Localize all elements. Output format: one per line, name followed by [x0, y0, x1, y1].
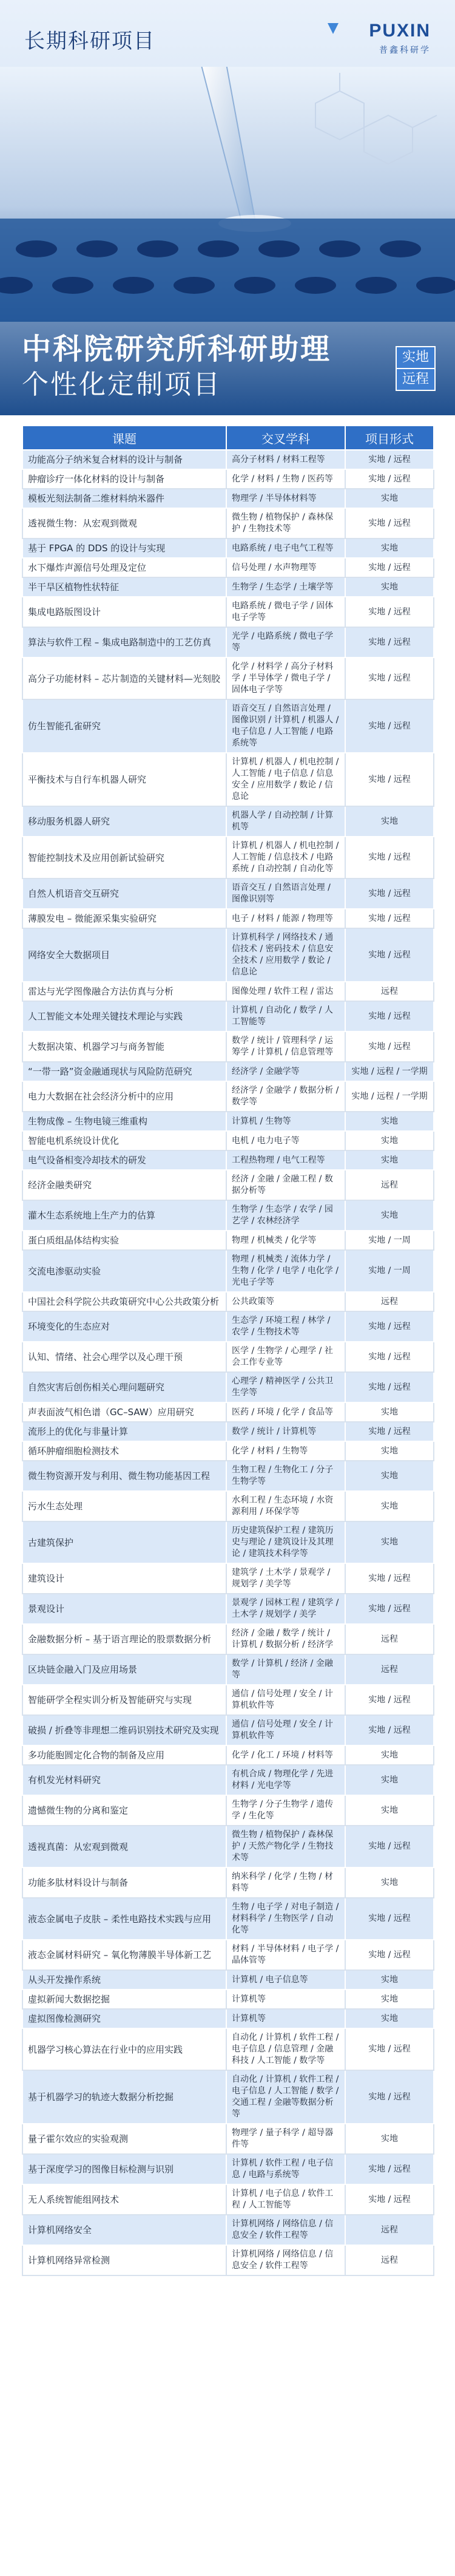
table-row — [22, 1150, 434, 1170]
header-format: 项目形式 — [345, 426, 434, 450]
row-topic: 虚拟图像检测研究 — [22, 2009, 226, 2028]
header-topic: 课题 — [22, 426, 226, 450]
row-discipline: 电路系统 / 电子电气工程等 — [226, 539, 345, 558]
table-row — [22, 806, 434, 837]
row-format: 实地 — [345, 1402, 434, 1422]
table-row — [22, 1372, 434, 1402]
table-row — [22, 1491, 434, 1521]
header-discipline: 交叉学科 — [226, 426, 345, 450]
table-row — [22, 1461, 434, 1491]
row-topic: 计算机网络异常检测 — [22, 2245, 226, 2275]
row-format: 实地 / 远程 — [345, 469, 434, 489]
row-format: 实地 — [345, 577, 434, 597]
row-discipline: 纳米科学 / 化学 / 生物 / 材料等 — [226, 1867, 345, 1898]
row-discipline: 计算机 / 生物等 — [226, 1112, 345, 1131]
row-format: 实地 / 远程 — [345, 909, 434, 928]
row-topic: 网络安全大数据项目 — [22, 928, 226, 982]
row-format: 实地 — [345, 1461, 434, 1491]
table-row — [22, 2028, 434, 2070]
table-row — [22, 1112, 434, 1131]
row-topic: 半干旱区植物性状特征 — [22, 577, 226, 597]
row-discipline: 语音交互 / 自然语言处理 / 图像识别等 — [226, 878, 345, 909]
row-format: 实地 / 远程 — [345, 1826, 434, 1867]
row-discipline: 水利工程 / 生态环境 / 水资源利用 / 环保学等 — [226, 1491, 345, 1521]
table-row — [22, 1765, 434, 1795]
row-discipline: 心理学 / 精神医学 / 公共卫生学等 — [226, 1372, 345, 1402]
row-topic: 有机发光材料研究 — [22, 1765, 226, 1795]
row-format: 实地 / 远程 — [345, 627, 434, 658]
row-discipline: 生态学 / 环境工程 / 林学 / 农学 / 生物技术等 — [226, 1311, 345, 1342]
row-topic: 功能多肽材料设计与制备 — [22, 1867, 226, 1898]
row-discipline: 数学 / 统计 / 管理科学 / 运筹学 / 计算机 / 信息管理等 — [226, 1031, 345, 1062]
row-topic: 电力大数据在社会经济分析中的应用 — [22, 1081, 226, 1112]
row-format: 实地 — [345, 2009, 434, 2028]
table-row — [22, 1940, 434, 1970]
table-row — [22, 1441, 434, 1461]
row-discipline: 计算机网络 / 网络信息 / 信息安全 / 软件工程等 — [226, 2245, 345, 2275]
row-discipline: 计算机等 — [226, 1990, 345, 2009]
row-format: 远程 — [345, 982, 434, 1001]
table-row — [22, 1081, 434, 1112]
row-discipline: 计算机 / 软件工程 / 电子信息 / 电路与系统等 — [226, 2154, 345, 2184]
row-topic: 机器学习核心算法在行业中的应用实践 — [22, 2028, 226, 2070]
table-row — [22, 1001, 434, 1031]
row-topic: 薄膜发电 – 微能源采集实验研究 — [22, 909, 226, 928]
row-topic: 生物成像 – 生物电镜三维重构 — [22, 1112, 226, 1131]
row-topic: 遗憾微生物的分离和鉴定 — [22, 1795, 226, 1826]
row-topic: 计算机网络安全 — [22, 2215, 226, 2245]
row-format: 实地 / 远程 — [345, 597, 434, 627]
row-topic: 景观设计 — [22, 1594, 226, 1624]
row-format: 实地 / 远程 — [345, 837, 434, 878]
badge-remote: 远程 — [397, 368, 434, 390]
row-format: 实地 / 远程 — [345, 2028, 434, 2070]
row-topic: 平衡技术与自行车机器人研究 — [22, 753, 226, 806]
table-row — [22, 627, 434, 658]
row-discipline: 语音交互 / 自然语言处理 / 图像识别 / 计算机 / 机器人 / 电子信息 / 人工智能 / 电路系统等 — [226, 699, 345, 753]
row-topic: 流形上的优化与非量计算 — [22, 1422, 226, 1441]
row-discipline: 计算机 / 机器人 / 机电控制 / 人工智能 / 信息技术 / 电路系统 / 自动控制 / 自动化等 — [226, 837, 345, 878]
program-name: 长期科研项目 — [24, 29, 155, 53]
row-topic: 交流电渗驱动实验 — [22, 1250, 226, 1292]
row-discipline: 建筑学 / 土木学 / 景观学 / 规划学 / 美学等 — [226, 1563, 345, 1594]
row-format: 实地 / 一周 — [345, 1250, 434, 1292]
table-row — [22, 1826, 434, 1867]
row-topic: 仿生智能孔雀研究 — [22, 699, 226, 753]
row-topic: 大数据决策、机器学习与商务智能 — [22, 1031, 226, 1062]
table-row — [22, 1170, 434, 1200]
row-discipline: 生物 / 电子学 / 对电子制造 / 材料科学 / 生物医学 / 自动化等 — [226, 1898, 345, 1940]
row-discipline: 机器人学 / 自动控制 / 计算机等 — [226, 806, 345, 837]
row-topic: 中国社会科学院公共政策研究中心公共政策分析 — [22, 1292, 226, 1311]
table-row — [22, 1970, 434, 1990]
headline-line1: 中科院研究所科研助理 — [22, 332, 332, 366]
table-row — [22, 597, 434, 627]
row-topic: 高分子功能材料 – 芯片制造的关键材料—光刻胶 — [22, 658, 226, 699]
table-row — [22, 2124, 434, 2154]
table-row — [22, 2245, 434, 2275]
table-row — [22, 878, 434, 909]
table-row — [22, 837, 434, 878]
row-format: 实地 / 远程 — [345, 1594, 434, 1624]
row-topic: 雷达与光学图像融合方法仿真与分析 — [22, 982, 226, 1001]
row-format: 实地 / 远程 — [345, 2184, 434, 2215]
table-row — [22, 1715, 434, 1745]
table-row — [22, 1745, 434, 1765]
row-format: 实地 — [345, 1795, 434, 1826]
row-format: 实地 — [345, 1491, 434, 1521]
row-format: 实地 — [345, 1521, 434, 1563]
row-topic: 液态金属电子皮肤 – 柔性电路技术实践与应用 — [22, 1898, 226, 1940]
row-discipline: 医学 / 生物学 / 心理学 / 社会工作专业等 — [226, 1342, 345, 1372]
row-topic: 多功能胞圆定化合物的制备及应用 — [22, 1745, 226, 1765]
row-discipline: 工程热物理 / 电气工程等 — [226, 1150, 345, 1170]
row-discipline: 经济 / 金融 / 数学 / 统计 / 计算机 / 数据分析 / 经济学 — [226, 1624, 345, 1654]
row-format: 实地 / 远程 — [345, 1898, 434, 1940]
row-topic: 破损 / 折叠等非理想二维码识别技术研究及实现 — [22, 1715, 226, 1745]
row-topic: 从头开发操作系统 — [22, 1970, 226, 1990]
table-row — [22, 1402, 434, 1422]
row-format: 实地 / 远程 — [345, 558, 434, 577]
row-discipline: 物理 / 机械类 / 化学等 — [226, 1231, 345, 1250]
row-topic: 微生物资源开发与利用、微生物功能基因工程 — [22, 1461, 226, 1491]
row-topic: “一带一路”资金融通现状与风险防范研究 — [22, 1062, 226, 1081]
row-discipline: 经济 / 金融 / 金融工程 / 数据分析等 — [226, 1170, 345, 1200]
row-format: 实地 / 远程 — [345, 2070, 434, 2124]
row-format: 实地 / 远程 — [345, 450, 434, 469]
row-format: 实地 / 远程 / 一学期 — [345, 1062, 434, 1081]
row-topic: 液态金属材料研究 – 氧化物薄膜半导体新工艺 — [22, 1940, 226, 1970]
logo-subtext: 普鑫科研学 — [379, 46, 431, 55]
row-format: 实地 / 远程 — [345, 1422, 434, 1441]
row-topic: 基于深度学习的图像目标检测与识别 — [22, 2154, 226, 2184]
table-row — [22, 558, 434, 577]
row-discipline: 电路系统 / 微电子学 / 固体电子学等 — [226, 597, 345, 627]
table-row — [22, 2184, 434, 2215]
row-discipline: 计算机 / 电子信息等 — [226, 1970, 345, 1990]
table-row — [22, 1231, 434, 1250]
row-format: 实地 — [345, 2124, 434, 2154]
row-format: 远程 — [345, 1292, 434, 1311]
row-topic: 透视真菌：从宏观到微观 — [22, 1826, 226, 1867]
table-row — [22, 699, 434, 753]
row-discipline: 经济学 / 金融学 / 数据分析 / 数学等 — [226, 1081, 345, 1112]
row-discipline: 通信 / 信号处理 / 安全 / 计算机软件等 — [226, 1685, 345, 1715]
row-format: 实地 / 远程 — [345, 658, 434, 699]
table-row — [22, 1898, 434, 1940]
row-topic: 经济金融类研究 — [22, 1170, 226, 1200]
row-discipline: 数学 / 统计 / 计算机等 — [226, 1422, 345, 1441]
row-topic: 环境变化的生态应对 — [22, 1311, 226, 1342]
row-format: 实地 — [345, 1112, 434, 1131]
table-row — [22, 753, 434, 806]
row-format: 实地 — [345, 1867, 434, 1898]
row-topic: 灌木生态系统地上生产力的估算 — [22, 1200, 226, 1231]
table-row — [22, 539, 434, 558]
row-discipline: 物理学 / 半导体材料等 — [226, 489, 345, 508]
hero-header — [0, 0, 455, 67]
row-format: 实地 — [345, 1970, 434, 1990]
row-discipline: 化学 / 材料 / 生物 / 医药等 — [226, 469, 345, 489]
table-row — [22, 1990, 434, 2009]
table-row — [22, 577, 434, 597]
table-row — [22, 450, 434, 469]
row-format: 实地 / 远程 / 一学期 — [345, 1081, 434, 1112]
row-topic: 智能研学全程实训分析及智能研究与实现 — [22, 1685, 226, 1715]
row-topic: 透视微生物：从宏观到微观 — [22, 508, 226, 539]
table-row — [22, 1521, 434, 1563]
row-format: 实地 — [345, 489, 434, 508]
row-topic: 虚拟新闻大数据挖掘 — [22, 1990, 226, 2009]
row-format: 实地 — [345, 1441, 434, 1461]
table-row — [22, 1292, 434, 1311]
row-format: 远程 — [345, 1654, 434, 1685]
row-topic: 自然灾害后创伤相关心理问题研究 — [22, 1372, 226, 1402]
row-format: 实地 / 远程 — [345, 1940, 434, 1970]
row-discipline: 电子 / 材料 / 能源 / 物理等 — [226, 909, 345, 928]
table-row — [22, 1342, 434, 1372]
row-format: 远程 — [345, 2245, 434, 2275]
table-row — [22, 1422, 434, 1441]
table-row — [22, 909, 434, 928]
row-format: 远程 — [345, 1170, 434, 1200]
row-discipline: 计算机 / 自动化 / 数学 / 人工智能等 — [226, 1001, 345, 1031]
table-row — [22, 1200, 434, 1231]
row-discipline: 生物学 / 生态学 / 农学 / 园艺学 / 农林经济学 — [226, 1200, 345, 1231]
table-row — [22, 1131, 434, 1150]
row-format: 实地 — [345, 806, 434, 837]
row-topic: 无人系统智能组网技术 — [22, 2184, 226, 2215]
table-row — [22, 1311, 434, 1342]
row-format: 实地 / 远程 — [345, 1715, 434, 1745]
row-format: 远程 — [345, 1624, 434, 1654]
row-discipline: 物理学 / 量子科学 / 超导器件等 — [226, 2124, 345, 2154]
row-discipline: 自动化 / 计算机 / 软件工程 / 电子信息 / 信息管理 / 金融科技 / 人工智能 / 数学等 — [226, 2028, 345, 2070]
row-discipline: 景观学 / 园林工程 / 建筑学 / 土木学 / 规划学 / 美学 — [226, 1594, 345, 1624]
table-row — [22, 2215, 434, 2245]
row-discipline: 有机合成 / 物理化学 / 先进材料 / 光电学等 — [226, 1765, 345, 1795]
logo-text: PUXIN — [369, 21, 431, 41]
row-discipline: 通信 / 信号处理 / 安全 / 计算机软件等 — [226, 1715, 345, 1745]
table-row — [22, 2154, 434, 2184]
row-topic: 建筑设计 — [22, 1563, 226, 1594]
row-topic: 人工智能文本处理关键技术理论与实践 — [22, 1001, 226, 1031]
row-format: 实地 / 远程 — [345, 1342, 434, 1372]
row-discipline: 生物工程 / 生物化工 / 分子生物学等 — [226, 1461, 345, 1491]
row-format: 实地 / 远程 — [345, 508, 434, 539]
table-row — [22, 469, 434, 489]
row-format: 实地 — [345, 539, 434, 558]
table-row — [22, 1654, 434, 1685]
row-topic: 量子霍尔效应的实验观测 — [22, 2124, 226, 2154]
puxin-logo — [309, 21, 431, 55]
table-row — [22, 1867, 434, 1898]
row-topic: 蛋白质组晶体结构实验 — [22, 1231, 226, 1250]
row-format: 实地 / 远程 — [345, 928, 434, 982]
row-topic: 认知、情绪、社会心理学以及心理干预 — [22, 1342, 226, 1372]
table-row — [22, 1624, 434, 1654]
row-topic: 区块链金融入门及应用场景 — [22, 1654, 226, 1685]
row-topic: 算法与软件工程 – 集成电路制造中的工艺仿真 — [22, 627, 226, 658]
row-topic: 污水生态处理 — [22, 1491, 226, 1521]
row-format: 实地 / 远程 — [345, 1372, 434, 1402]
row-topic: 移动服务机器人研究 — [22, 806, 226, 837]
row-topic: 水下爆炸声源信号处理及定位 — [22, 558, 226, 577]
row-discipline: 计算机等 — [226, 2009, 345, 2028]
row-discipline: 数学 / 计算机 / 经济 / 金融等 — [226, 1654, 345, 1685]
row-discipline: 化学 / 材料 / 生物等 — [226, 1441, 345, 1461]
row-discipline: 信号处理 / 水声物理等 — [226, 558, 345, 577]
row-discipline: 高分子材料 / 材料工程等 — [226, 450, 345, 469]
row-format: 实地 / 一周 — [345, 1231, 434, 1250]
row-discipline: 光学 / 电路系统 / 微电子学等 — [226, 627, 345, 658]
row-format: 实地 / 远程 — [345, 1031, 434, 1062]
row-discipline: 生物学 / 分子生物学 / 遗传学 / 生化等 — [226, 1795, 345, 1826]
row-topic: 基于 FPGA 的 DDS 的设计与实现 — [22, 539, 226, 558]
table-row — [22, 1563, 434, 1594]
table-row — [22, 658, 434, 699]
logo-mark-icon — [328, 23, 339, 34]
row-topic: 智能控制技术及应用创新试验研究 — [22, 837, 226, 878]
row-topic: 金融数据分析 – 基于语言理论的股票数据分析 — [22, 1624, 226, 1654]
row-format: 实地 / 远程 — [345, 2154, 434, 2184]
table-row — [22, 1685, 434, 1715]
row-discipline: 电机 / 电力电子等 — [226, 1131, 345, 1150]
project-table — [22, 425, 433, 2276]
row-format: 远程 — [345, 2215, 434, 2245]
row-format: 实地 — [345, 1200, 434, 1231]
table-row — [22, 928, 434, 982]
row-discipline: 经济学 / 金融学等 — [226, 1062, 345, 1081]
row-discipline: 计算机科学 / 网络技术 / 通信技术 / 密码技术 / 信息安全技术 / 应用数学 / 数论 / 信息论 — [226, 928, 345, 982]
row-format: 实地 — [345, 1990, 434, 2009]
row-format: 实地 / 远程 — [345, 878, 434, 909]
lab-scene-illustration — [0, 67, 455, 322]
row-discipline: 图像处理 / 软件工程 / 雷达 — [226, 982, 345, 1001]
row-topic: 肿瘤诊疗一体化材料的设计与制备 — [22, 469, 226, 489]
table-row — [22, 1795, 434, 1826]
row-format: 实地 / 远程 — [345, 1311, 434, 1342]
table-row — [22, 1062, 434, 1081]
table-row — [22, 508, 434, 539]
table-row — [22, 2009, 434, 2028]
row-format: 实地 / 远程 — [345, 699, 434, 753]
row-topic: 集成电路版图设计 — [22, 597, 226, 627]
table-row — [22, 1250, 434, 1292]
row-format: 实地 / 远程 — [345, 1685, 434, 1715]
table-row — [22, 489, 434, 508]
row-format: 实地 — [345, 1150, 434, 1170]
row-discipline: 公共政策等 — [226, 1292, 345, 1311]
table-body — [22, 450, 434, 2275]
table-header-row — [22, 426, 434, 450]
row-format: 实地 — [345, 1131, 434, 1150]
row-discipline: 化学 / 化工 / 环境 / 材料等 — [226, 1745, 345, 1765]
table-row — [22, 1031, 434, 1062]
row-topic: 自然人机语音交互研究 — [22, 878, 226, 909]
row-topic: 电气设备相变冷却技术的研发 — [22, 1150, 226, 1170]
row-discipline: 生物学 / 生态学 / 土壤学等 — [226, 577, 345, 597]
row-discipline: 自动化 / 计算机 / 软件工程 / 电子信息 / 人工智能 / 数学 / 交通工程 / 金融等数据分析等 — [226, 2070, 345, 2124]
row-topic: 循环肿瘤细胞检测技术 — [22, 1441, 226, 1461]
table-row — [22, 2070, 434, 2124]
table-row — [22, 982, 434, 1001]
hero-headline — [22, 331, 362, 403]
row-discipline: 微生物 / 植物保护 / 森林保护 / 天然产物化学 / 生物技术等 — [226, 1826, 345, 1867]
row-topic: 基于机器学习的轨迹大数据分析挖掘 — [22, 2070, 226, 2124]
row-format: 实地 — [345, 1745, 434, 1765]
row-topic: 功能高分子纳米复合材料的设计与制备 — [22, 450, 226, 469]
row-discipline: 历史建筑保护工程 / 建筑历史与理论 / 建筑设计及其理论 / 建筑技术科学等 — [226, 1521, 345, 1563]
row-discipline: 化学 / 材料学 / 高分子材料学 / 半导体学 / 微电子学 / 固体电子学等 — [226, 658, 345, 699]
row-discipline: 计算机 / 机器人 / 机电控制 / 人工智能 / 电子信息 / 信息安全 / 应用数学 / 数论 / 信息论 — [226, 753, 345, 806]
row-discipline: 材料 / 半导体材料 / 电子学 / 晶体管等 — [226, 1940, 345, 1970]
row-format: 实地 / 远程 — [345, 753, 434, 806]
row-topic: 智能电机系统设计优化 — [22, 1131, 226, 1150]
headline-line2: 个性化定制项目 — [22, 369, 221, 400]
format-badge — [396, 346, 436, 391]
badge-onsite: 实地 — [402, 350, 429, 365]
sample-tray-icon — [0, 219, 455, 322]
row-topic: 声表面波气相色谱（GC–SAW）应用研究 — [22, 1402, 226, 1422]
row-discipline: 计算机网络 / 网络信息 / 信息安全 / 软件工程等 — [226, 2215, 345, 2245]
table-row — [22, 1594, 434, 1624]
row-format: 实地 — [345, 1765, 434, 1795]
hero-banner — [0, 0, 455, 415]
row-discipline: 计算机 / 电子信息 / 软件工程 / 人工智能等 — [226, 2184, 345, 2215]
row-topic: 古建筑保护 — [22, 1521, 226, 1563]
row-format: 实地 / 远程 — [345, 1563, 434, 1594]
row-format: 实地 / 远程 — [345, 1001, 434, 1031]
row-discipline: 微生物 / 植物保护 / 森林保护 / 生物技术等 — [226, 508, 345, 539]
row-discipline: 医药 / 环境 / 化学 / 食品等 — [226, 1402, 345, 1422]
row-discipline: 物理 / 机械类 / 流体力学 / 生物 / 化学 / 电学 / 电化学 / 光电子学等 — [226, 1250, 345, 1292]
row-topic: 模板光刻法制备二维材料纳米器件 — [22, 489, 226, 508]
